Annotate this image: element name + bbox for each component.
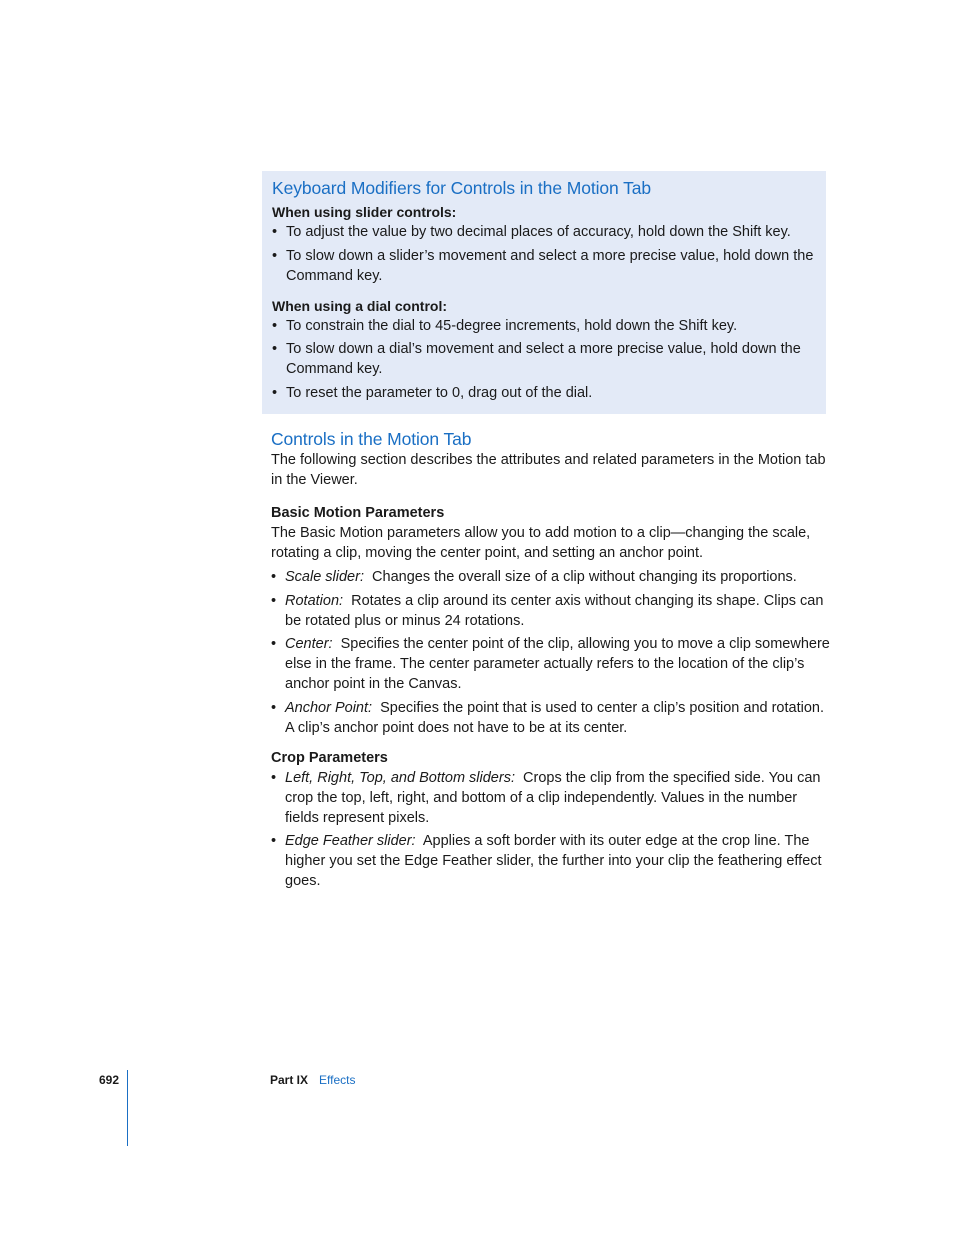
term-description: Crops the clip from the specified side. You can crop the top, left, right, and bottom of a clip independently. Values in the number fields represent pixels. — [285, 769, 821, 826]
term: Anchor Point: — [285, 699, 373, 716]
list-item — [272, 383, 814, 403]
crop-heading: Crop Parameters — [271, 749, 388, 766]
list-item — [272, 316, 814, 336]
bullet-icon: • — [271, 699, 277, 716]
list-item — [272, 222, 814, 242]
term: Edge Feather slider: — [285, 833, 416, 849]
dial-control-list — [272, 316, 814, 403]
bullet-icon: • — [272, 247, 278, 264]
term-description: Rotates a clip around its center axis without changing its shape. Clips can be rotated plus or minus 24 rotations. — [285, 592, 824, 629]
bullet-icon: • — [272, 224, 278, 240]
term-description: Changes the overall size of a clip without changing its proportions. — [372, 569, 797, 585]
footer-part-label: Part IX — [270, 1073, 309, 1087]
term-description: Applies a soft border with its outer edge at the crop line. The higher you set the Edge Feather slider, the further into your clip the feathering effect goes. — [285, 833, 822, 889]
basic-motion-list — [271, 567, 831, 738]
bullet-icon: • — [271, 833, 277, 849]
bullet-icon: • — [271, 636, 277, 652]
keyboard-modifiers-sidebar — [262, 171, 826, 414]
list-item — [272, 339, 814, 379]
bullet-icon: • — [271, 569, 277, 585]
term: Rotation: — [285, 592, 344, 609]
list-item-text: To constrain the dial to 45-degree increments, hold down the Shift key. — [286, 317, 738, 334]
basic-motion-intro: The Basic Motion parameters allow you to add motion to a clip—changing the scale, rotating a clip, moving the center point, and setting an anchor point. — [271, 525, 811, 561]
section-title: Controls in the Motion Tab — [271, 429, 472, 449]
footer-divider — [127, 1070, 128, 1146]
slider-controls-heading: When using slider controls: — [272, 204, 457, 220]
term: Left, Right, Top, and Bottom sliders: — [285, 769, 515, 786]
list-item-text: To adjust the value by two decimal places of accuracy, hold down the Shift key. — [286, 224, 791, 240]
list-item — [271, 768, 831, 828]
section-intro: The following section describes the attributes and related parameters in the Motion tab in the Viewer. — [271, 452, 826, 488]
list-item-text: To slow down a slider’s movement and select a more precise value, hold down the Command key. — [286, 247, 814, 284]
term-description: Specifies the center point of the clip, allowing you to move a clip somewhere else in the frame. The center parameter actually refers to the location of the clip’s anchor point in the Canvas. — [285, 636, 830, 692]
list-item — [271, 831, 831, 891]
list-item — [271, 567, 831, 587]
bullet-icon: • — [272, 317, 278, 334]
list-item-text: To slow down a dial’s movement and select a more precise value, hold down the Command key. — [286, 341, 801, 377]
list-item — [271, 634, 831, 694]
list-item — [272, 246, 814, 286]
crop-list — [271, 768, 831, 892]
sidebar-title: Keyboard Modifiers for Controls in the Motion Tab — [272, 178, 651, 198]
term: Scale slider: — [285, 569, 364, 585]
bullet-icon: • — [271, 769, 277, 786]
bullet-icon: • — [271, 592, 277, 609]
main-content — [271, 428, 831, 895]
list-item — [271, 591, 831, 631]
term-description: Specifies the point that is used to center a clip’s position and rotation. A clip’s anchor point does not have to be at its center. — [285, 699, 824, 736]
bullet-icon: • — [272, 384, 278, 401]
footer-section-link[interactable]: Effects — [319, 1073, 356, 1087]
bullet-icon: • — [272, 341, 278, 357]
slider-controls-list — [272, 222, 814, 286]
list-item — [271, 698, 831, 738]
list-item-text: To reset the parameter to 0, drag out of the dial. — [286, 384, 593, 401]
basic-motion-heading: Basic Motion Parameters — [271, 505, 445, 521]
page-number: 692 — [99, 1073, 120, 1087]
dial-control-heading: When using a dial control: — [272, 297, 447, 314]
term: Center: — [285, 636, 333, 652]
